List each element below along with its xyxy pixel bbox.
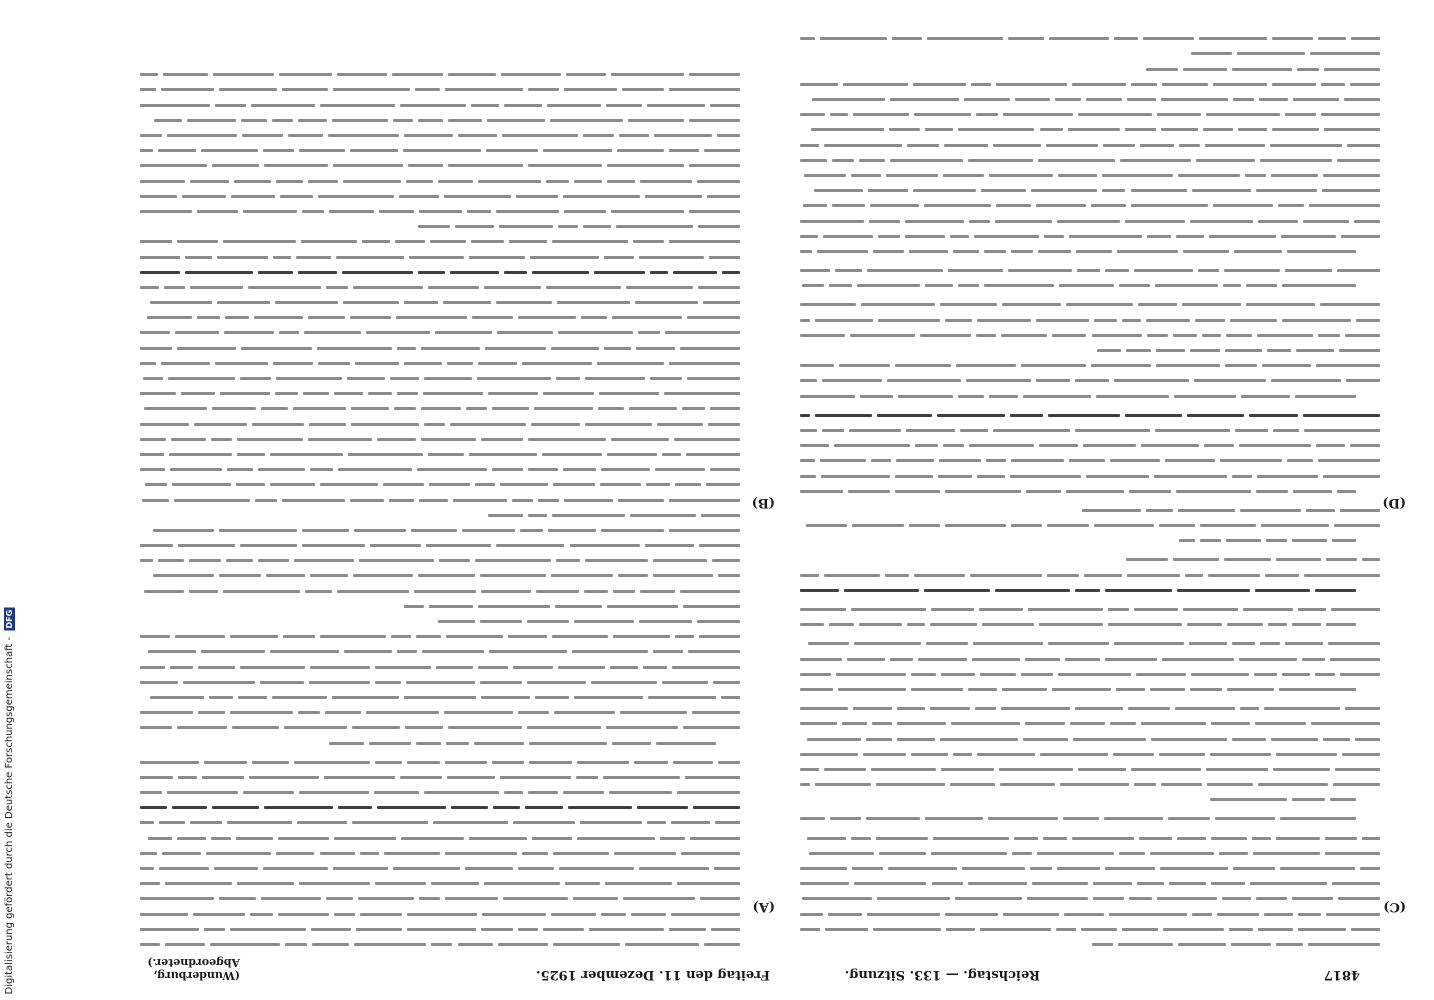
text-line (140, 891, 740, 906)
text-line (800, 777, 1380, 792)
text-line (800, 792, 1380, 807)
margin-letter-c: (C) (1383, 899, 1406, 914)
text-line (140, 401, 740, 416)
text-line (140, 508, 740, 523)
text-line (140, 143, 740, 158)
text-line (140, 310, 740, 325)
text-line (800, 153, 1380, 168)
text-line (140, 659, 740, 674)
text-line (800, 811, 1380, 826)
credit-text: Digitalisierung gefördert durch die Deutsche Forschungsgemeinschaft - (4, 636, 15, 994)
text-line (140, 675, 740, 690)
text-line (800, 468, 1380, 483)
text-line (800, 602, 1380, 617)
text-line (140, 690, 740, 705)
margin-letter-a: (A) (752, 899, 775, 914)
text-line (140, 295, 740, 310)
text-line (800, 122, 1380, 137)
text-line (800, 328, 1380, 343)
text-line (140, 831, 740, 846)
text-line (800, 46, 1380, 61)
text-line (800, 922, 1380, 937)
digitization-credit (4, 608, 15, 995)
text-line (800, 762, 1380, 777)
text-line (800, 937, 1380, 952)
text-line (800, 313, 1380, 328)
text-line (140, 371, 740, 386)
text-line (140, 477, 740, 492)
text-line (800, 831, 1380, 846)
text-line (140, 173, 740, 188)
text-line (800, 891, 1380, 906)
text-line (140, 432, 740, 447)
text-line (140, 553, 740, 568)
text-line (140, 98, 740, 113)
text-line (140, 800, 740, 815)
text-line (140, 861, 740, 876)
text-line (800, 343, 1380, 358)
text-line (140, 705, 740, 720)
text-line (140, 735, 740, 750)
text-line (140, 785, 740, 800)
text-line (800, 31, 1380, 46)
text-line (800, 701, 1380, 716)
text-line (140, 447, 740, 462)
text-line (800, 552, 1380, 567)
text-line (800, 213, 1380, 228)
text-line (800, 533, 1380, 548)
text-line (140, 599, 740, 614)
text-line (800, 183, 1380, 198)
text-line (800, 846, 1380, 861)
text-line (140, 614, 740, 629)
text-line (800, 408, 1380, 423)
text-line (140, 568, 740, 583)
text-line (800, 198, 1380, 213)
text-line (140, 219, 740, 234)
text-line (800, 861, 1380, 876)
text-line (140, 189, 740, 204)
text-line (140, 386, 740, 401)
text-line (140, 82, 740, 97)
text-line (800, 651, 1380, 666)
text-line (140, 492, 740, 507)
text-line (800, 484, 1380, 499)
text-line (140, 158, 740, 173)
text-line (800, 731, 1380, 746)
text-line (140, 720, 740, 735)
text-line (140, 523, 740, 538)
text-line (140, 113, 740, 128)
text-line (800, 716, 1380, 731)
text-line (800, 62, 1380, 77)
text-line (140, 584, 740, 599)
text-line (140, 249, 740, 264)
text-line (800, 667, 1380, 682)
text-line (800, 297, 1380, 312)
text-line (800, 77, 1380, 92)
text-line (800, 388, 1380, 403)
text-line (800, 263, 1380, 278)
text-line (800, 107, 1380, 122)
text-line (140, 629, 740, 644)
text-line (140, 204, 740, 219)
text-line (800, 92, 1380, 107)
running-header (95, 956, 1420, 982)
text-line (800, 168, 1380, 183)
margin-letter-b: (B) (751, 495, 775, 510)
session-title: Reichstag. — 133. Sitzung. (844, 967, 1040, 982)
text-line (140, 770, 740, 785)
text-line (800, 518, 1380, 533)
text-line (800, 636, 1380, 651)
text-line (140, 937, 740, 952)
text-line (140, 265, 740, 280)
rotated-document-page (95, 0, 1420, 1000)
margin-letter-d: (D) (1382, 495, 1406, 510)
dfg-logo: DFG (5, 609, 14, 629)
text-line (800, 453, 1380, 468)
text-line (800, 137, 1380, 152)
text-line (140, 128, 740, 143)
text-line (800, 682, 1380, 697)
text-line (140, 356, 740, 371)
text-line (800, 617, 1380, 632)
text-line (800, 373, 1380, 388)
text-line (140, 906, 740, 921)
text-line (140, 325, 740, 340)
session-date: Freitag den 11. Dezember 1925. (536, 967, 770, 982)
text-line (800, 503, 1380, 518)
text-line (140, 538, 740, 553)
text-line (800, 278, 1380, 293)
text-line (140, 234, 740, 249)
text-line (800, 438, 1380, 453)
page-number: 4817 (1323, 967, 1360, 982)
text-column-right (140, 24, 740, 952)
text-line (140, 341, 740, 356)
text-line (800, 747, 1380, 762)
text-line (140, 462, 740, 477)
speaker-continuation: (Wunderburg, Abgeordneter.) (147, 956, 240, 982)
text-line (140, 755, 740, 770)
text-line (800, 876, 1380, 891)
text-line (140, 644, 740, 659)
text-line (140, 876, 740, 891)
text-line (140, 846, 740, 861)
text-line (800, 229, 1380, 244)
text-line (140, 922, 740, 937)
text-line (800, 358, 1380, 373)
text-line (800, 583, 1380, 598)
text-line (140, 815, 740, 830)
text-line (800, 906, 1380, 921)
text-column-left (800, 24, 1380, 952)
text-line (140, 67, 740, 82)
text-line (800, 568, 1380, 583)
text-line (140, 280, 740, 295)
text-line (140, 416, 740, 431)
text-line (800, 244, 1380, 259)
text-line (800, 423, 1380, 438)
